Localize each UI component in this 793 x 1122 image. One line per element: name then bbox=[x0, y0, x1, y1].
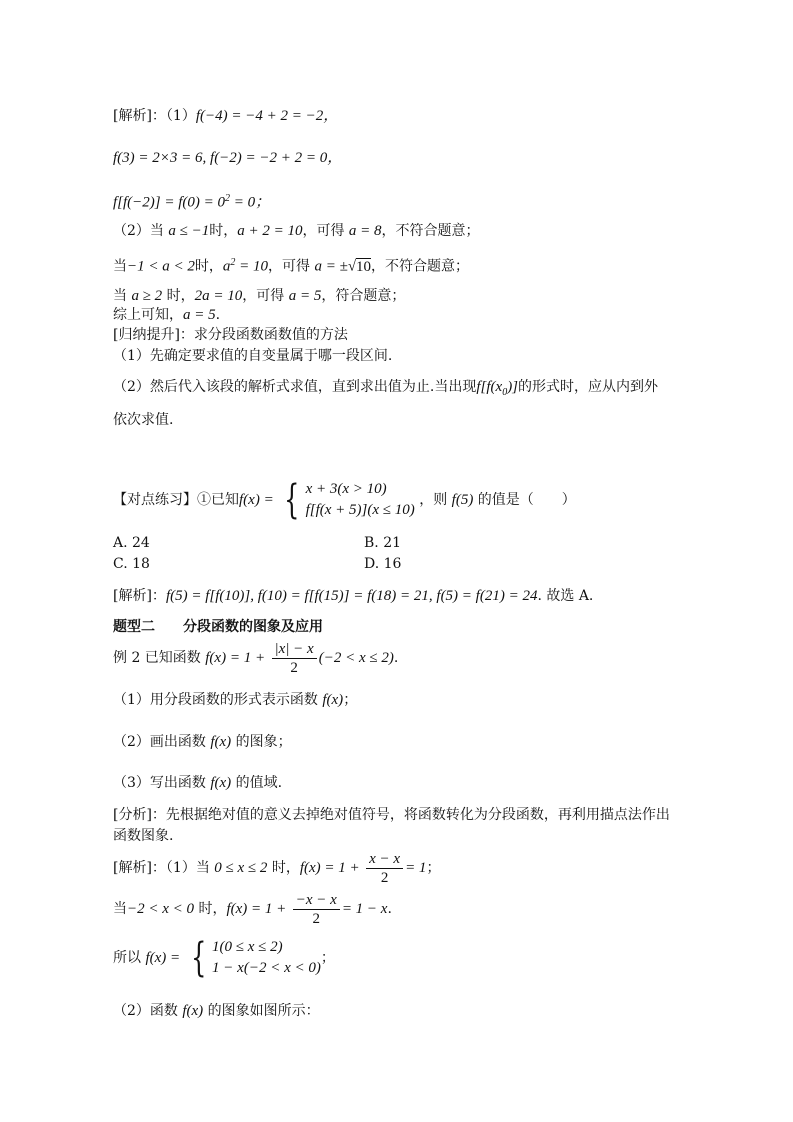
option-d[interactable]: D. 16 bbox=[364, 556, 402, 572]
solution1-conclusion: 综上可知，a = 5. bbox=[113, 307, 221, 323]
option-c[interactable]: C. 18 bbox=[113, 556, 150, 572]
exercise-answer: [解析]：f(5) = f[f(10)], f(10) = f[f(15)] = f(18) = 21, f(5) = f(21) = 24. 故选 A. bbox=[113, 588, 594, 604]
summary-item-2: （2）然后代入该段的解析式求值，直到求出值为止.当出现$f[f(x_0)]$的形式时，应从内到外 bbox=[113, 379, 659, 398]
piecewise-brace: { 1(0 ≤ x ≤ 2) 1 − x(−2 < x < 0) bbox=[190, 935, 321, 981]
exercise-label: 【对点练习】①已知 bbox=[113, 492, 239, 508]
math-expression: f(−4) = −4 + 2 = −2， bbox=[195, 108, 339, 124]
question-2: （2）画出函数 f(x) 的图象； bbox=[113, 734, 292, 750]
analysis-line-1: [分析]：先根据绝对值的意义去掉绝对值符号，将函数转化为分段函数，再利用描点法作出 bbox=[113, 807, 670, 823]
solution2-graph-caption: （2）函数 f(x) 的图象如图所示： bbox=[113, 1003, 320, 1019]
solution1-line4: （2）当 a ≤ −1时，a + 2 = 10，可得 a = 8，不符合题意； bbox=[113, 223, 480, 239]
solution2-line1: [解析]：（1）当 0 ≤ x ≤ 2 时，f(x) = 1 + $\frac{x - x}{2}$ = 1； bbox=[113, 850, 441, 886]
solution1-line6: 当 a ≥ 2 时，2a = 10，可得 a = 5，符合题意； bbox=[113, 288, 406, 304]
solution1-line1: [解析]：（1）f(−4) = −4 + 2 = −2， bbox=[113, 108, 339, 124]
option-b[interactable]: B. 21 bbox=[364, 535, 402, 551]
summary-title: [归纳提升]：求分段函数函数值的方法 bbox=[113, 327, 348, 343]
example-2: 例 2 已知函数 f(x) = 1 + $\frac{|x| - x}{2}$ (−2 < x ≤ 2). bbox=[113, 640, 399, 676]
fraction: $\frac{|x| - x}{2}$ bbox=[272, 640, 317, 677]
analysis-line-2: 函数图象. bbox=[113, 828, 174, 844]
sqrt-radicand: 10 bbox=[356, 258, 372, 275]
question-3: （3）写出函数 f(x) 的值域. bbox=[113, 775, 283, 791]
math-expression: f(3) = 2×3 = 6, f(−2) = −2 + 2 = 0， bbox=[113, 150, 343, 166]
summary-item-1: （1）先确定要求值的自变量属于哪一段区间. bbox=[113, 348, 393, 364]
piecewise-brace: { x + 3(x > 10) f[f(x + 5)](x ≤ 10) bbox=[284, 477, 415, 523]
solution1-line5: 当−1 < a < 2时，$a^2 = 10$，可得 a = ±√10，不符合题意； bbox=[113, 257, 470, 275]
solution1-line2 bbox=[113, 148, 342, 168]
fraction: $\frac{x - x}{2}$ bbox=[366, 850, 403, 887]
exercise-question: 【对点练习】①已知f(x) = { x + 3(x > 10) f[f(x + 5)](x ≤ 10) ，则 f(5) 的值是（ ） bbox=[113, 477, 576, 523]
solution2-line2: 当−2 < x < 0 时，f(x) = 1 + $\frac{-x - x}{2}$ = 1 − x. bbox=[113, 891, 392, 927]
section-title: 题型二 分段函数的图象及应用 bbox=[113, 619, 323, 635]
solution-label: [解析]： bbox=[113, 108, 166, 124]
solution2-piecewise: 所以 f(x) = { 1(0 ≤ x ≤ 2) 1 − x(−2 < x < 0) ； bbox=[113, 935, 335, 981]
solution1-line3: $f[f(-2)] = f(0) = 0^2 = 0$； bbox=[113, 193, 271, 211]
option-a[interactable]: A. 24 bbox=[113, 535, 150, 551]
question-1: （1）用分段函数的形式表示函数 f(x)； bbox=[113, 692, 358, 708]
fraction: $\frac{-x - x}{2}$ bbox=[293, 891, 340, 928]
summary-item-2-cont: 依次求值. bbox=[113, 412, 174, 428]
